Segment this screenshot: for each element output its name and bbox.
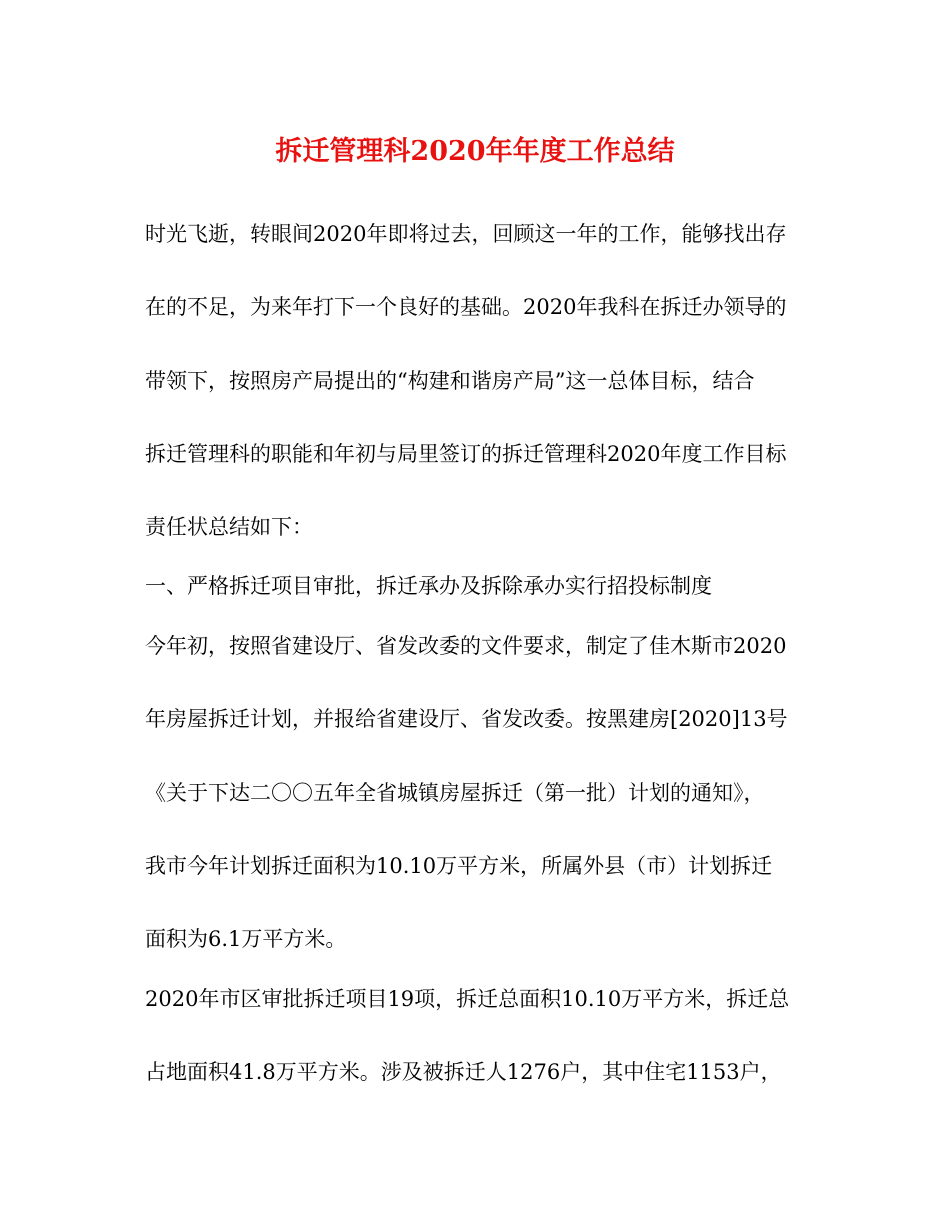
paragraph-line: 在的不足，为来年打下一个良好的基础。2020年我科在拆迁办领导的 [145, 295, 787, 319]
document-title: 拆迁管理科2020年年度工作总结 [275, 136, 675, 167]
paragraph-line: 责任状总结如下： [145, 515, 313, 539]
paragraph-line: 2020年市区审批拆迁项目19项，拆迁总面积10.10万平方米，拆迁总 [145, 987, 790, 1011]
paragraph-line: 《关于下达二〇〇五年全省城镇房屋拆迁（第一批）计划的通知》， [145, 781, 765, 805]
paragraph-line: 带领下，按照房产局提出的“构建和谐房产局”这一总体目标，结合 [145, 369, 755, 393]
paragraph-line: 占地面积41.8万平方米。涉及被拆迁人1276户，其中住宅1153户， [145, 1060, 782, 1084]
paragraph-line: 拆迁管理科的职能和年初与局里签订的拆迁管理科2020年度工作目标 [145, 442, 787, 466]
paragraph-line: 时光飞逝，转眼间2020年即将过去，回顾这一年的工作，能够找出存 [145, 222, 787, 246]
paragraph-line: 年房屋拆迁计划，并报给省建设厅、省发改委。按黑建房[2020]13号 [145, 707, 788, 731]
paragraph-line: 面积为6.1万平方米。 [145, 927, 347, 951]
paragraph-line: 我市今年计划拆迁面积为10.10万平方米，所属外县（市）计划拆迁 [145, 854, 773, 878]
paragraph-line: 今年初，按照省建设厅、省发改委的文件要求，制定了佳木斯市2020 [145, 634, 787, 658]
section-heading: 一、严格拆迁项目审批，拆迁承办及拆除承办实行招投标制度 [145, 574, 712, 598]
